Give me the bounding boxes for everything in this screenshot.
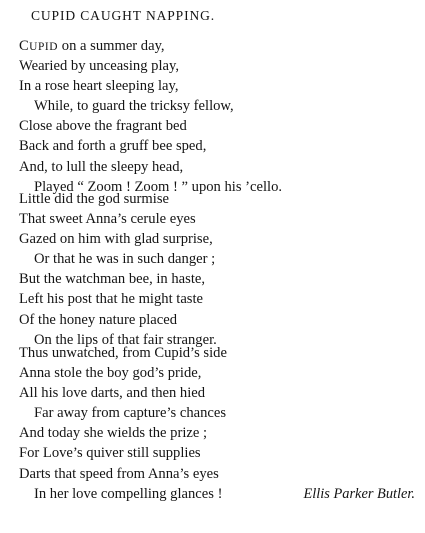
poem-line: That sweet Anna’s cerule eyes [19,211,196,228]
poem-line: Thus unwatched, from Cupid’s side [19,345,227,361]
poem-line: Far away from capture’s chances [34,405,227,422]
poem-line: Of the honey nature placed [19,311,178,328]
poem-line: While, to guard the tricksy fellow, [34,98,234,115]
poem-line: On the lips of that fair stranger. [34,331,217,348]
poem-line: And, to lull the sleepy head, [19,158,184,175]
poem-line: Gazed on him with glad surprise, [19,231,213,248]
poem-line: Anna stole the boy god’s pride, [19,365,202,382]
poem-line: Wearied by unceasing play, [19,58,179,75]
stanza-2 [19,189,217,350]
first-word-initial: C [19,38,30,54]
poem-line: For Love’s quiver still supplies [19,445,201,462]
poem-line: In her love compelling glances ! [34,485,223,502]
stanza-1 [19,36,282,197]
first-line-text: on a summer day, [58,38,165,54]
poem-title: CUPID CAUGHT NAPPING. [31,8,216,23]
poem-line: Darts that speed from Anna’s eyes [19,465,219,482]
first-word-rest: UPID [29,41,59,53]
poem-line: Close above the fragrant bed [19,118,187,135]
poem-line: In a rose heart sleeping lay, [19,78,179,95]
poem-line: And today she wields the prize ; [19,425,208,442]
poem-line: Back and forth a gruff bee sped, [19,138,207,155]
poem-line: Little did the god surmise [19,191,169,207]
poem-line: But the watchman bee, in haste, [19,271,206,288]
stanza-3 [19,343,227,504]
poem-line: Played “ Zoom ! Zoom ! ” upon his ’cello. [34,178,283,195]
poem-line: Or that he was in such danger ; [34,251,216,268]
author-signature: Ellis Parker Butler. [303,486,415,502]
poem-line: Left his post that he might taste [19,291,204,308]
poem-line [19,36,282,56]
poem-line: All his love darts, and then hied [19,385,206,402]
